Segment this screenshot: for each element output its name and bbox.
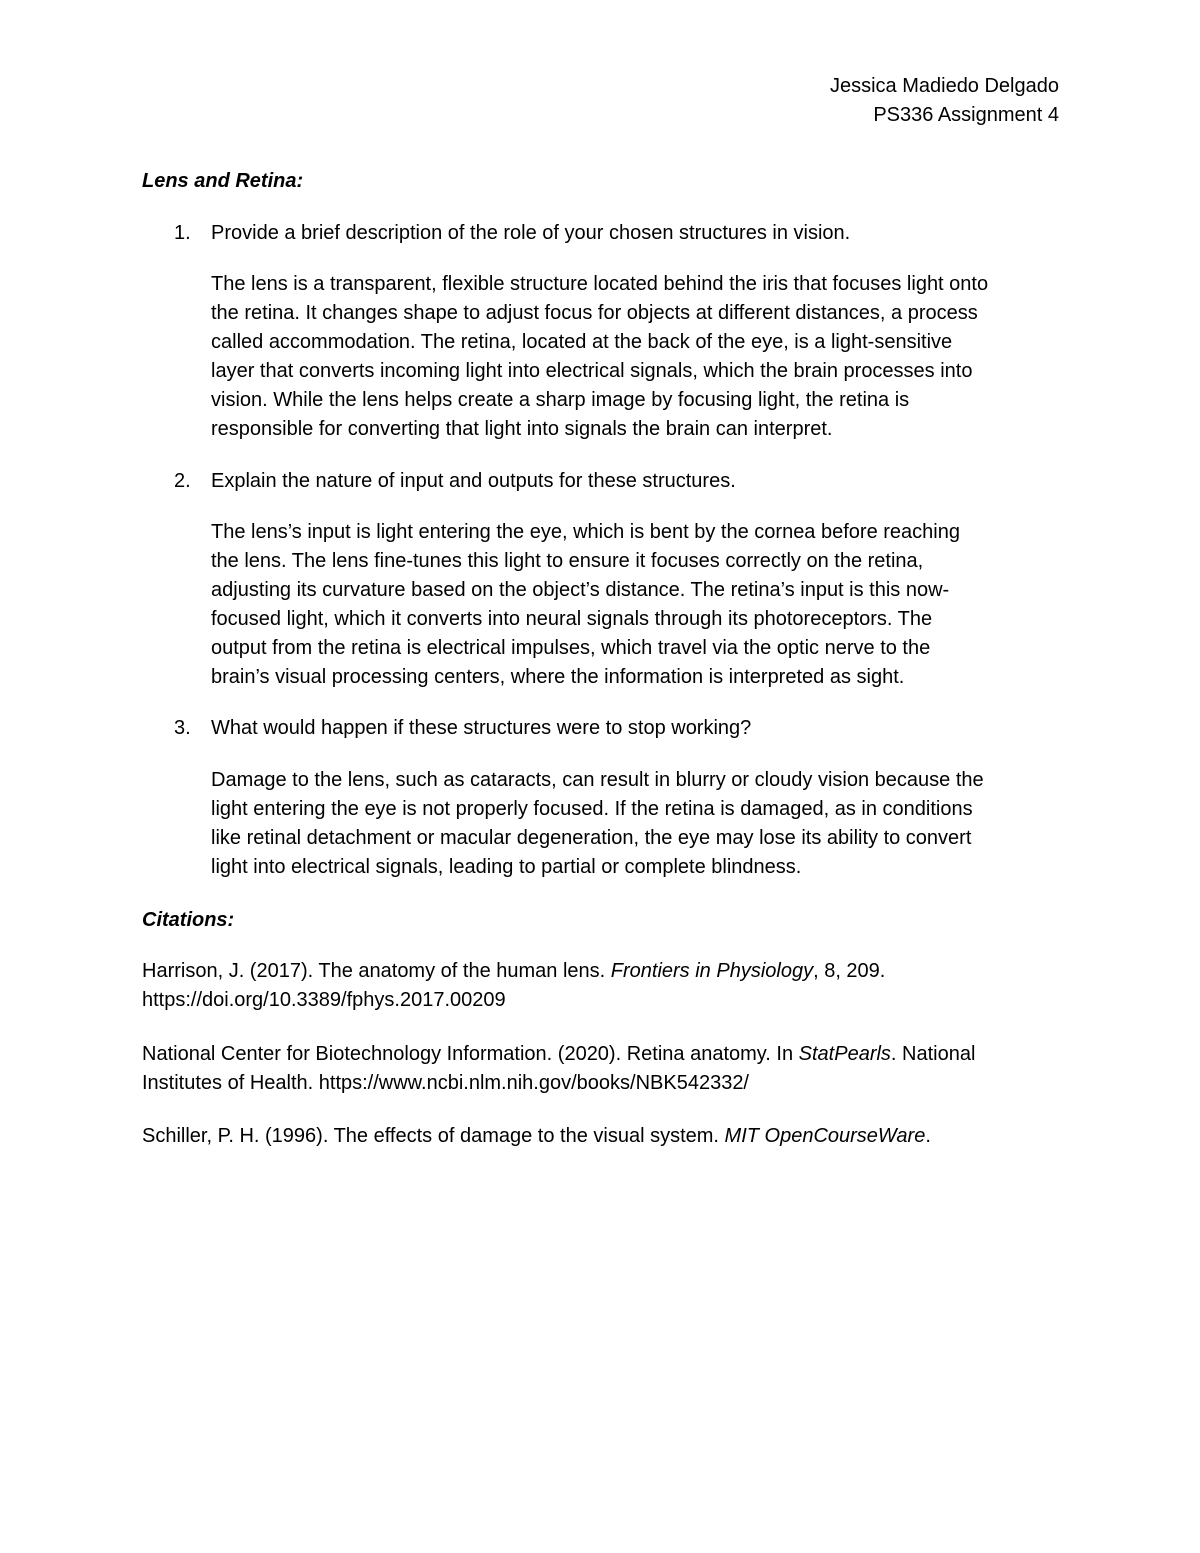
answer-line: layer that converts incoming light into electrical signals, which the brain processes into (211, 360, 973, 382)
answer-paragraph (211, 518, 1071, 692)
citation-text: . National (890, 1043, 976, 1065)
answer-line: vision. While the lens helps create a sharp image by focusing light, the retina is (211, 389, 910, 411)
question-text: Explain the nature of input and outputs for these structures. (211, 470, 736, 492)
question-number: 1. (174, 222, 191, 244)
answer-line: responsible for converting that light into signals the brain can interpret. (211, 418, 833, 440)
answer-line: focused light, which it converts into neural signals through its photoreceptors. The (211, 608, 933, 630)
citation-entry (142, 1040, 1072, 1098)
citation-text: . (925, 1125, 931, 1147)
citation-text: National Center for Biotechnology Information. (2020). Retina anatomy. In (142, 1043, 799, 1065)
answer-line: the retina. It changes shape to adjust focus for objects at different distances, a process (211, 302, 978, 324)
citation-link: https://doi.org/10.3389/fphys.2017.00209 (142, 989, 506, 1011)
question-text: What would happen if these structures were to stop working? (211, 717, 752, 739)
citation-link: Institutes of Health. https://www.ncbi.nlm.nih.gov/books/NBK542332/ (142, 1072, 749, 1094)
citation-text: Harrison, J. (2017). The anatomy of the human lens. (142, 960, 611, 982)
citation-text: Schiller, P. H. (1996). The effects of damage to the visual system. (142, 1125, 725, 1147)
answer-line: called accommodation. The retina, located at the back of the eye, is a light-sensitive (211, 331, 953, 353)
citation-entry (142, 957, 1072, 1015)
document-header (830, 72, 1059, 130)
citations-heading: Citations: (142, 909, 235, 931)
question-number: 2. (174, 470, 191, 492)
answer-line: light into electrical signals, leading to partial or complete blindness. (211, 856, 802, 878)
author-name: Jessica Madiedo Delgado (829, 75, 1059, 97)
answer-line: brain’s visual processing centers, where the information is interpreted as sight. (211, 666, 905, 688)
question-text: Provide a brief description of the role of your chosen structures in vision. (211, 222, 851, 244)
question-number: 3. (174, 717, 191, 739)
answer-line: The lens’s input is light entering the eye, which is bent by the cornea before reaching (211, 521, 960, 543)
answer-line: light entering the eye is not properly focused. If the retina is damaged, as in conditions (211, 798, 973, 820)
answer-paragraph (211, 270, 1071, 444)
answer-line: output from the retina is electrical impulses, which travel via the optic nerve to the (211, 637, 931, 659)
citation-source: Frontiers in Physiology (610, 960, 814, 982)
citation-source: StatPearls (798, 1043, 891, 1065)
citation-text: , 8, 209. (813, 960, 886, 982)
answer-line: adjusting its curvature based on the object’s distance. The retina’s input is this now- (211, 579, 950, 601)
assignment-title: PS336 Assignment 4 (873, 104, 1059, 126)
answer-line: The lens is a transparent, flexible structure located behind the iris that focuses light onto (211, 273, 989, 295)
citation-entry (142, 1122, 1072, 1151)
answer-line: Damage to the lens, such as cataracts, can result in blurry or cloudy vision because the (211, 769, 984, 791)
citation-source: MIT OpenCourseWare (724, 1125, 926, 1147)
answer-paragraph (211, 766, 1071, 882)
answer-line: the lens. The lens fine-tunes this light to ensure it focuses correctly on the retina, (211, 550, 924, 572)
answer-line: like retinal detachment or macular degeneration, the eye may lose its ability to convert (211, 827, 972, 849)
section-heading: Lens and Retina: (142, 170, 304, 192)
